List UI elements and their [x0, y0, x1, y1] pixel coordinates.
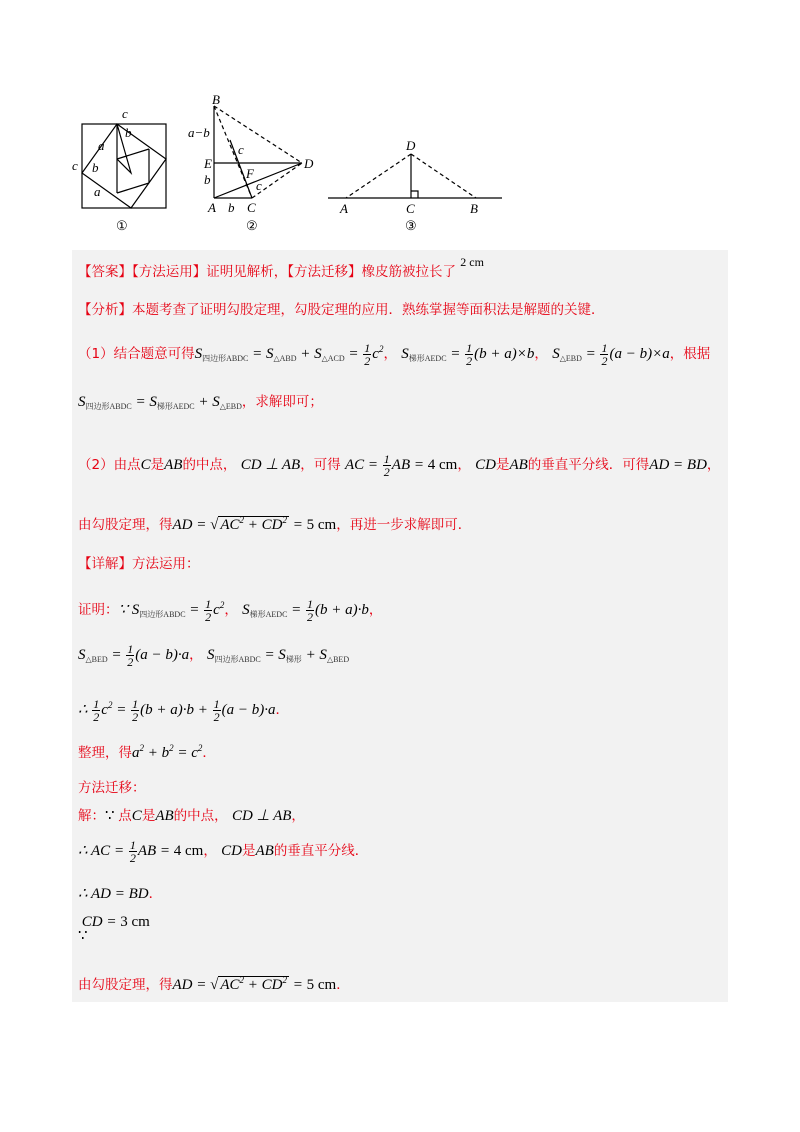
- part2-t7: ，: [706, 457, 721, 473]
- fig2-label-B: B: [212, 92, 220, 107]
- migrate-sep-2: ，: [203, 843, 217, 859]
- part1-lead: （1）结合题意可得: [78, 346, 195, 362]
- fig2-label-C: C: [247, 200, 256, 215]
- fig2-label-bot-b: b: [228, 200, 235, 215]
- seg-CD: CD: [475, 457, 496, 473]
- detail-line: [78, 554, 200, 574]
- fig1-caption: ①: [116, 218, 128, 233]
- part2-t8: 由勾股定理，得: [78, 517, 173, 533]
- migrate-t1: 点: [118, 808, 132, 824]
- fig1-label-b2: b: [92, 160, 99, 175]
- migrate-dot-2: ．: [336, 977, 350, 993]
- fig2-label-amb: a−b: [188, 125, 210, 140]
- fig2-label-b: b: [204, 172, 211, 187]
- proof-formula-2: $S_{梯形AEDC}$ = $\frac{1}{2}$ (b + a)·b: [242, 597, 369, 625]
- proof-line-2: [78, 642, 349, 673]
- part1-formula-4: $S_{四边形ABDC} = S_{梯形AEDC} + S_{\triangle EBD}$: [78, 394, 242, 411]
- fig2-line-BC: [214, 106, 252, 198]
- part2-lead: （2）由点: [78, 457, 141, 473]
- fig1-label-a2: a: [94, 184, 101, 199]
- answer-value: 2 cm: [460, 255, 484, 269]
- seg-AB-2: AB: [509, 457, 528, 473]
- fig3-label-C: C: [406, 201, 415, 216]
- detail-label: 【详解】: [78, 556, 132, 572]
- seg-AB: AB: [164, 457, 183, 473]
- part1-line-2: [78, 392, 323, 417]
- analysis-line: [78, 300, 605, 320]
- part2-line: [78, 452, 720, 478]
- figure-3: [328, 154, 502, 198]
- migrate-dot-1: ．: [148, 886, 163, 902]
- fig3-label-D: D: [406, 138, 416, 153]
- method-migrate-label: 【方法迁移】: [287, 264, 362, 280]
- ad-pythag: AD = √ $AC^2 + CD^2 = 5$ cm: [172, 515, 337, 533]
- fig1-label-c-left: c: [72, 158, 78, 173]
- fig1-label-a1: a: [98, 138, 105, 153]
- part1-formula-3: $S_{\triangle EBD}$ = $\frac{1}{2}$ (a − b)×a: [552, 341, 670, 369]
- part2-t9: ，再进一步求解即可．: [336, 517, 472, 533]
- because-sign: ∵: [105, 808, 119, 824]
- proof-line-3: [78, 692, 289, 723]
- m-pyth-label: 由勾股定理，得: [78, 977, 173, 993]
- detail-title: 方法运用：: [132, 556, 200, 572]
- m-ad-pythag: AD = √ $AC^2 + CD^2 = 5$ cm: [172, 975, 337, 993]
- proof-line-4: [78, 738, 216, 763]
- ad-eq-bd: AD = BD: [649, 457, 707, 473]
- proof-formula-4: $S_{四边形ABDC} = S_{梯形} + S_{\triangle BED}$: [206, 647, 350, 664]
- proof-sep-1: ，: [224, 602, 238, 618]
- part1-end-2: ，求解即可；: [241, 394, 323, 410]
- part2-t5: 是: [495, 457, 510, 473]
- part1-formula-1: $S_{四边形ABDC} = S_{\triangle ABD} + S_{\triangle ACD}$ = $\frac{1}{2}$ $c^2$: [194, 341, 384, 369]
- method-apply-label: 【方法运用】: [132, 264, 207, 280]
- fig2-label-c2: c: [256, 178, 262, 193]
- fig2-label-E: E: [204, 156, 212, 171]
- fig3-right-angle: [411, 191, 418, 198]
- migrate-line-4: [78, 912, 150, 932]
- part1-end: ，根据: [669, 346, 711, 362]
- proof-sep-2: ，: [368, 602, 383, 618]
- part1-sep-2: ，: [534, 346, 548, 362]
- fig3-label-B: B: [470, 201, 478, 216]
- part2-line-2: [78, 510, 471, 535]
- fig3-caption: ③: [405, 218, 417, 233]
- analysis-label: 【分析】: [78, 302, 132, 318]
- figures-svg: [70, 92, 590, 242]
- fig2-label-c: c: [238, 142, 244, 157]
- fig1-small-1: [117, 149, 149, 159]
- migrate-line-3: [78, 884, 162, 904]
- cd-perp-ab: CD ⊥ AB: [240, 457, 301, 473]
- fig2-label-A: A: [208, 200, 216, 215]
- fig3-label-A: A: [340, 201, 348, 216]
- point-C: C: [140, 457, 151, 473]
- pythag-result: $a^2 + b^2 = c^2$: [132, 743, 203, 761]
- fig3-line-DA: [346, 154, 411, 198]
- fig2-caption: ②: [246, 218, 258, 233]
- jie-label: 解：: [78, 808, 105, 824]
- fig2-line-BD: [214, 106, 302, 163]
- migrate-line-5: [78, 970, 350, 995]
- migrate-t5: 的垂直平分线．: [273, 843, 369, 859]
- m-seg-AB-2: AB: [255, 843, 274, 859]
- fig1-label-b1: b: [125, 125, 132, 140]
- part1-line: [78, 336, 710, 372]
- proof-line-1: [78, 592, 382, 628]
- part2-t1: 是: [150, 457, 165, 473]
- fig2-label-D: D: [304, 156, 314, 171]
- fig1-label-c-top: c: [122, 106, 128, 121]
- analysis-text: 本题考查了证明勾股定理，勾股定理的应用．熟练掌握等面积法是解题的关键．: [132, 302, 605, 318]
- proof-sep-3: ，: [189, 647, 203, 663]
- fig3-line-DB: [411, 154, 476, 198]
- tidy-dot: ．: [202, 745, 216, 761]
- migrate-line-1: [78, 806, 305, 826]
- part2-t2: 的中点，: [182, 457, 237, 473]
- migrate-t2: 是: [141, 808, 156, 824]
- answer-text-1: 证明见解析，: [206, 264, 288, 280]
- proof-label: 证明：: [78, 602, 119, 618]
- because-sign-2: ∵: [78, 928, 88, 944]
- migrate-sep: ，: [291, 808, 305, 824]
- part1-formula-2: $S_{梯形AEDC}$ = $\frac{1}{2}$ (b + a)×b: [401, 341, 535, 369]
- proof-formula-5: ∴ $\frac{1}{2}$ $c^2$ = $\frac{1}{2}$ (b + a)·b + $\frac{1}{2}$ (a − b)·a: [78, 697, 276, 725]
- proof-formula-3: $S_{\triangle BED}$ = $\frac{1}{2}$ (a − b)·a: [78, 642, 190, 670]
- part2-t3: ，可得: [300, 457, 341, 473]
- geometry-figures: [70, 92, 590, 242]
- m-ad-eq-bd: ∴ AD = BD: [78, 886, 149, 902]
- m-cd-perp-ab: CD ⊥ AB: [231, 808, 292, 824]
- migrate-line-2: [78, 838, 368, 864]
- proof-dot: ．: [275, 702, 289, 718]
- migrate-t4: 是: [241, 843, 256, 859]
- answer-text-2: 橡皮筋被拉长了: [361, 264, 456, 280]
- answer-line: [78, 255, 484, 282]
- fig1-small-3: [117, 183, 149, 193]
- proof-formula-1: ∵ $S_{四边形ABDC}$ = $\frac{1}{2}$ $c^2$: [118, 597, 225, 625]
- migrate-t3: 的中点，: [173, 808, 228, 824]
- m-seg-AB: AB: [155, 808, 174, 824]
- m-ac-value: ∴ AC = $\frac{1}{2}$ AB = 4 cm: [78, 838, 204, 866]
- part1-sep-1: ，: [383, 346, 397, 362]
- part2-t6: 的垂直平分线．可得: [527, 457, 650, 473]
- answer-label: 【答案】: [78, 264, 132, 280]
- ac-value: AC = $\frac{1}{2}$ AB = 4 cm: [345, 452, 458, 480]
- m-seg-CD: CD: [221, 843, 242, 859]
- fig2-label-F: F: [246, 166, 254, 181]
- part2-t4: ，: [457, 457, 471, 473]
- tidy-label: 整理，得: [78, 745, 132, 761]
- m-cd-value: CD = 3 cm: [78, 914, 150, 930]
- m-point-C: C: [131, 808, 142, 824]
- migrate-title: 方法迁移：: [78, 780, 146, 796]
